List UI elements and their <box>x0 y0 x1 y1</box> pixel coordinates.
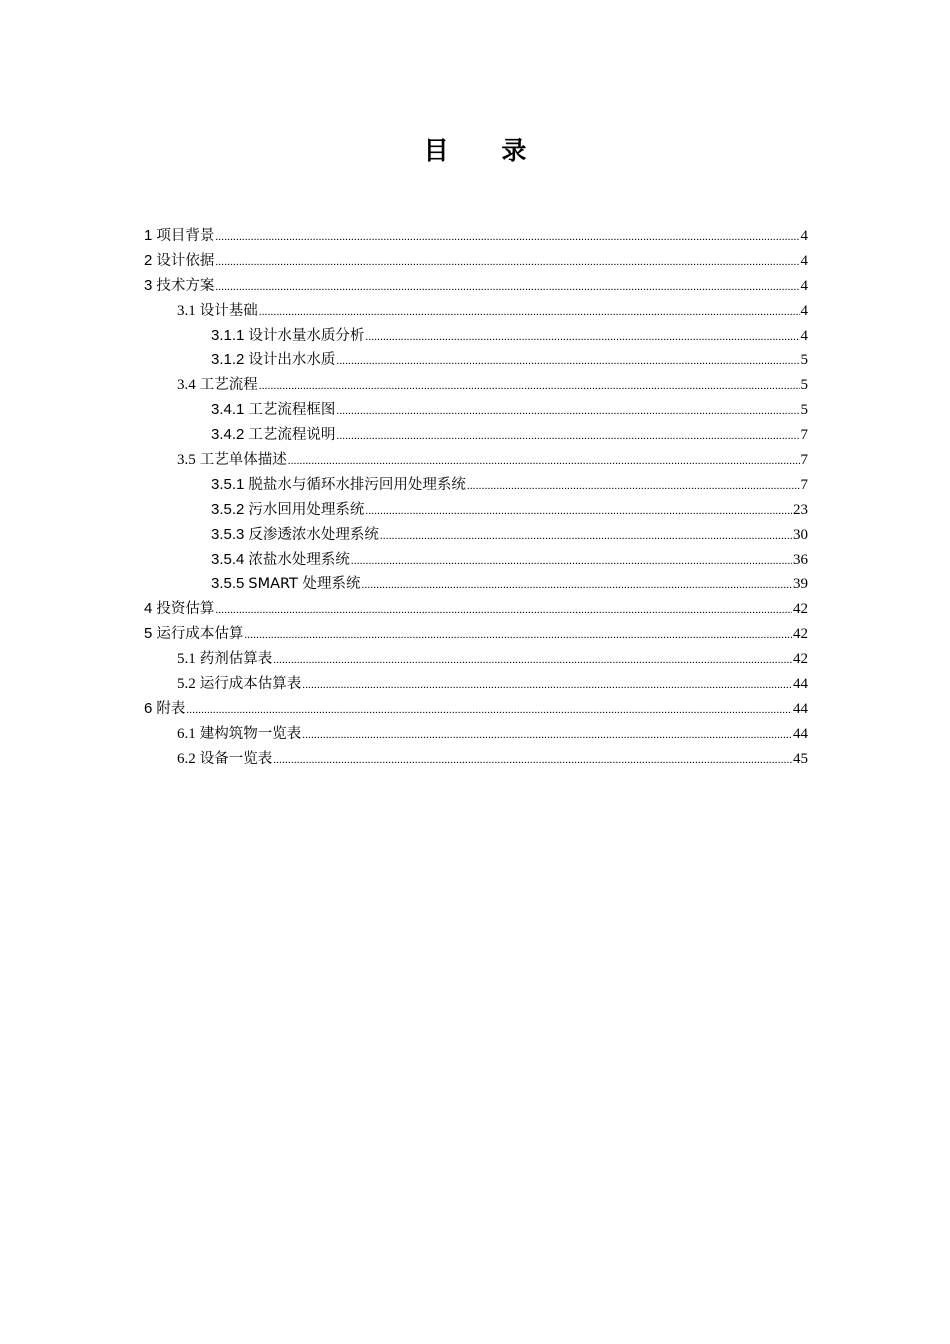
toc-entry-number: 3.5.2 <box>211 500 245 518</box>
toc-entry[interactable] <box>144 348 808 373</box>
toc-entry-number: 6.2 <box>177 750 196 767</box>
toc-entry-number: 3.1.1 <box>211 326 245 344</box>
toc-entry-label: 设备一览表 <box>199 750 273 767</box>
toc-entry-page: 45 <box>793 750 808 767</box>
dot-leader <box>362 573 793 598</box>
toc-entry-number: 5.2 <box>177 676 196 693</box>
toc-entry-page: 30 <box>793 526 808 543</box>
dot-leader <box>259 300 800 325</box>
toc-entry[interactable] <box>144 249 808 274</box>
toc-entry[interactable] <box>144 274 808 299</box>
toc-entry-page: 4 <box>800 277 808 294</box>
toc-entry[interactable] <box>144 423 808 448</box>
toc-entry-label: 设计出水水质 <box>248 352 336 369</box>
toc-entry-number: 3.5.1 <box>211 475 245 493</box>
toc-entry-label: 工艺单体描述 <box>199 452 287 469</box>
table-of-contents <box>144 224 808 772</box>
dot-leader <box>215 275 799 300</box>
toc-entry[interactable] <box>144 597 808 622</box>
dot-leader <box>336 399 799 424</box>
dot-leader <box>302 723 792 748</box>
toc-entry[interactable] <box>144 299 808 324</box>
toc-entry-number: 6 <box>144 699 153 717</box>
toc-entry[interactable] <box>144 498 808 523</box>
dot-leader <box>244 623 792 648</box>
dot-leader <box>259 374 800 399</box>
dot-leader <box>215 225 799 250</box>
toc-entry-page: 5 <box>800 377 808 394</box>
toc-entry-page: 36 <box>793 551 808 568</box>
toc-entry-label: 设计依据 <box>156 252 215 269</box>
toc-entry-page: 7 <box>800 427 808 444</box>
toc-entry-label: 工艺流程说明 <box>248 427 336 444</box>
toc-title: 目 录 <box>423 136 549 165</box>
dot-leader <box>215 598 792 623</box>
toc-entry-label: 技术方案 <box>156 277 215 294</box>
toc-entry-number: 5 <box>144 625 153 643</box>
toc-entry[interactable] <box>144 448 808 473</box>
toc-entry-page: 42 <box>793 651 808 668</box>
dot-leader <box>215 250 799 275</box>
dot-leader <box>365 499 792 524</box>
toc-entry-label: 建构筑物一览表 <box>199 725 302 742</box>
toc-entry-number: 2 <box>144 251 153 269</box>
toc-entry[interactable] <box>144 398 808 423</box>
toc-entry-number: 3.1.2 <box>211 351 245 369</box>
toc-entry-page: 5 <box>800 402 808 419</box>
toc-entry-number: 4 <box>144 600 153 618</box>
dot-leader <box>336 424 799 449</box>
toc-entry-label: SMART 处理系统 <box>248 576 361 593</box>
dot-leader <box>273 748 792 773</box>
toc-entry-number: 3.4 <box>177 377 196 394</box>
toc-entry-label: 药剂估算表 <box>199 651 273 668</box>
toc-entry-page: 4 <box>800 327 808 344</box>
toc-entry[interactable] <box>144 572 808 597</box>
toc-entry[interactable] <box>144 722 808 747</box>
dot-leader <box>186 698 792 723</box>
toc-entry[interactable] <box>144 373 808 398</box>
toc-entry-number: 3.5.5 <box>211 575 245 593</box>
dot-leader <box>365 325 799 350</box>
dot-leader <box>336 349 799 374</box>
dot-leader <box>273 648 792 673</box>
toc-entry-number: 3 <box>144 276 153 294</box>
toc-entry-page: 5 <box>800 352 808 369</box>
toc-entry[interactable] <box>144 324 808 349</box>
toc-entry[interactable] <box>144 548 808 573</box>
toc-entry-page: 44 <box>793 676 808 693</box>
toc-entry-page: 4 <box>800 252 808 269</box>
toc-entry[interactable] <box>144 224 808 249</box>
toc-entry-label: 项目背景 <box>156 228 215 244</box>
toc-entry-number: 6.1 <box>177 725 196 742</box>
toc-entry-number: 5.1 <box>177 651 196 668</box>
toc-entry-label: 附表 <box>156 700 186 717</box>
toc-entry-page: 44 <box>793 725 808 742</box>
toc-entry-page: 4 <box>800 302 808 319</box>
toc-entry-label: 污水回用处理系统 <box>248 501 365 518</box>
toc-entry-label: 脱盐水与循环水排污回用处理系统 <box>248 476 466 493</box>
toc-entry-number: 3.4.1 <box>211 401 245 419</box>
toc-entry-page: 7 <box>800 452 808 469</box>
toc-entry[interactable] <box>144 672 808 697</box>
toc-entry-label: 浓盐水处理系统 <box>248 551 350 568</box>
toc-entry[interactable] <box>144 622 808 647</box>
dot-leader <box>351 549 792 574</box>
toc-entry-page: 42 <box>793 601 808 618</box>
dot-leader <box>380 524 792 549</box>
toc-entry-number: 3.5.4 <box>211 550 245 568</box>
toc-entry-number: 3.5.3 <box>211 525 245 543</box>
toc-entry-page: 23 <box>793 501 808 518</box>
toc-entry[interactable] <box>144 523 808 548</box>
toc-entry-page: 39 <box>793 576 808 593</box>
toc-entry-label: 投资估算 <box>156 601 215 618</box>
toc-entry-page: 42 <box>793 626 808 643</box>
toc-entry-number: 3.5 <box>177 452 196 469</box>
toc-entry-label: 运行成本估算 <box>156 626 244 643</box>
dot-leader <box>467 474 800 499</box>
dot-leader <box>288 449 800 474</box>
toc-entry-page: 44 <box>793 700 808 717</box>
toc-entry-page: 4 <box>800 228 808 244</box>
toc-entry-label: 运行成本估算表 <box>199 676 302 693</box>
toc-entry[interactable] <box>144 697 808 722</box>
toc-entry-label: 设计基础 <box>199 302 258 319</box>
toc-entry-label: 设计水量水质分析 <box>248 327 365 344</box>
toc-entry-label: 工艺流程框图 <box>248 402 336 419</box>
toc-entry[interactable] <box>144 647 808 672</box>
toc-entry[interactable] <box>144 747 808 772</box>
toc-entry-number: 3.4.2 <box>211 426 245 444</box>
toc-entry-label: 反渗透浓水处理系统 <box>248 526 379 543</box>
toc-entry-number: 3.1 <box>177 302 196 319</box>
toc-entry-label: 工艺流程 <box>199 377 258 394</box>
toc-entry[interactable] <box>144 473 808 498</box>
dot-leader <box>302 673 792 698</box>
toc-entry-page: 7 <box>800 476 808 493</box>
toc-entry-number: 1 <box>144 227 153 244</box>
